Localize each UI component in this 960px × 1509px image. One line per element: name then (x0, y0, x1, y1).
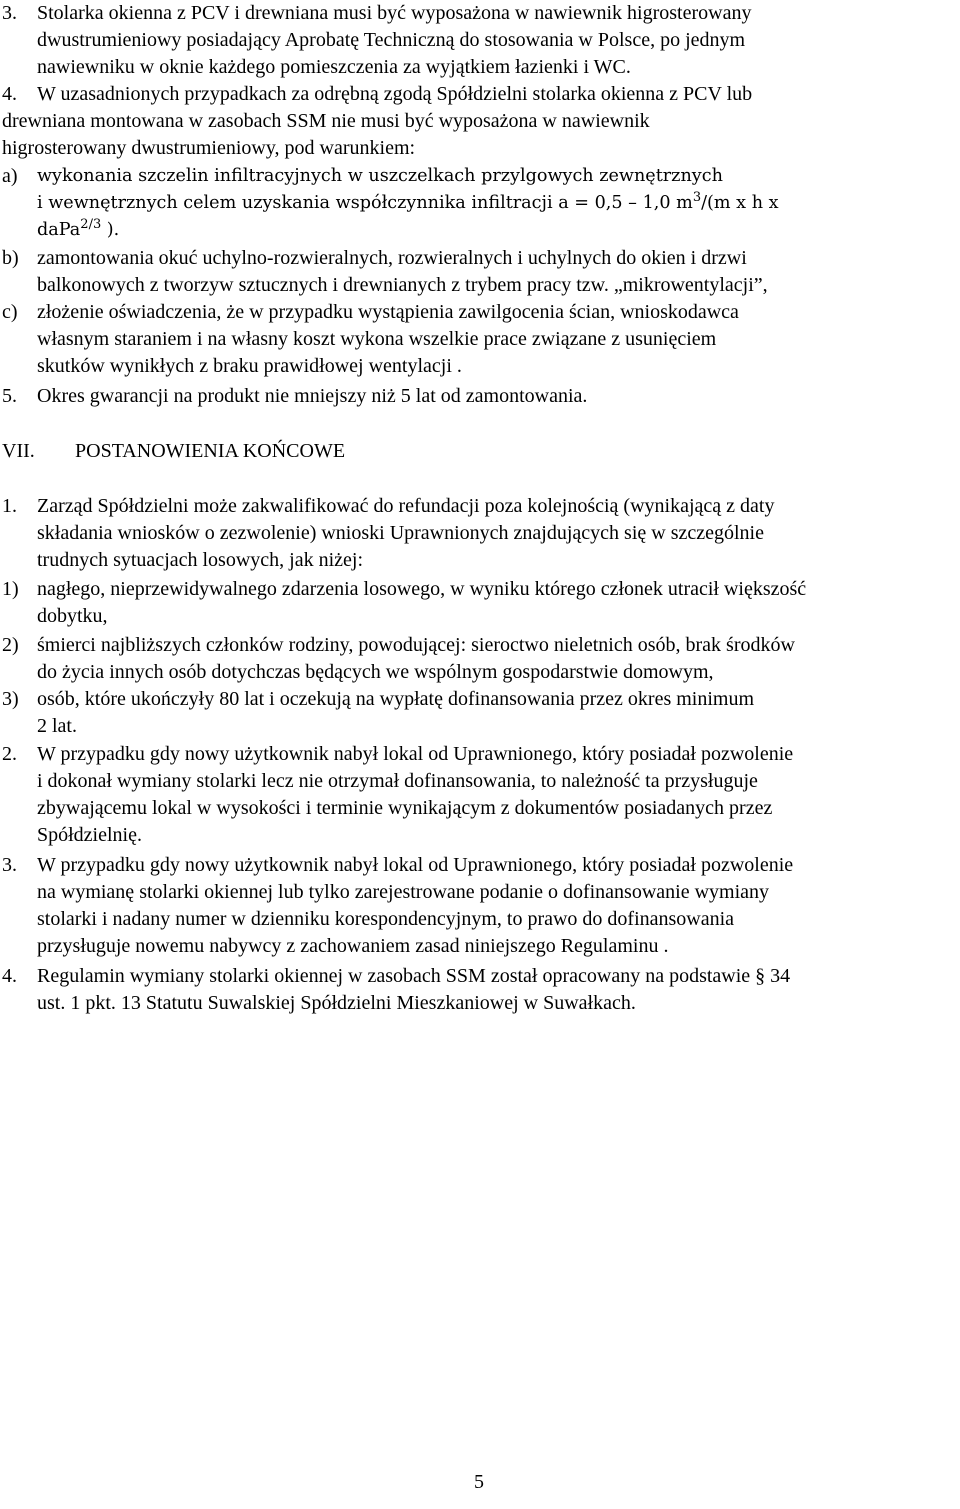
text-line: na wymianę stolarki okiennej lub tylko zarejestrowane podanie o dofinansowanie wymiany (37, 881, 770, 903)
subpoint-2-text (37, 632, 795, 686)
text-line: W przypadku gdy nowy użytkownik nabył lokal od Uprawnionego, który posiadał pozwolenie (37, 743, 794, 765)
text-line: stolarki i nadany numer w dzienniku korespondencyjnym, to prawo do dofinansowania (37, 908, 735, 930)
final-item-number-1: 1. (2, 495, 17, 517)
text-line: Spółdzielnię. (37, 824, 142, 846)
final-item-4-text (37, 963, 790, 1017)
item-number-3: 3. (2, 2, 17, 24)
item-4-text (2, 81, 753, 162)
text-line: W uzasadnionych przypadkach za odrębną zgodą Spółdzielni stolarka okienna z PCV lub (37, 83, 753, 105)
section-number: VII. (2, 440, 35, 462)
subpoint-number-3: 3) (2, 688, 19, 710)
text-fragment: i wewnętrznych celem uzyskania współczynnika infiltracji a = 0,5 – 1,0 m (37, 193, 693, 213)
text-line: i dokonał wymiany stolarki lecz nie otrzymał dofinansowania, to należność ta przysługuje (37, 770, 758, 792)
item-number-5: 5. (2, 385, 17, 407)
text-line: zamontowania okuć uchylno-rozwieralnych, rozwieralnych i uchylnych do okien i drzwi (37, 247, 747, 269)
text-line (37, 190, 779, 217)
text-line: wykonania szczelin infiltracyjnych w uszczelkach przylgowych zewnętrznych (37, 166, 723, 186)
text-line: dobytku, (37, 605, 108, 627)
subpoint-1-text (37, 576, 806, 630)
text-line: złożenie oświadczenia, że w przypadku wystąpienia zawilgocenia ścian, wnioskodawca (37, 301, 739, 323)
final-item-1-text (37, 493, 774, 574)
item-5-text (37, 383, 587, 410)
text-fragment: ). (101, 220, 120, 240)
text-line: dwustrumieniowy posiadający Aprobatę Techniczną do stosowania w Polsce, po jednym (37, 29, 746, 51)
text-line: Okres gwarancji na produkt nie mniejszy niż 5 lat od zamontowania. (37, 385, 588, 407)
section-title: POSTANOWIENIA KOŃCOWE (75, 440, 346, 462)
subitem-c-text (37, 299, 739, 380)
text-fragment: /(m x h x (701, 193, 779, 213)
final-item-number-3: 3. (2, 854, 17, 876)
item-3-text (37, 0, 751, 81)
text-line: Zarząd Spółdzielni może zakwalifikować do refundacji poza kolejnością (wynikającą z daty (37, 495, 775, 517)
text-line: trudnych sytuacjach losowych, jak niżej: (37, 549, 364, 571)
subitem-b-text (37, 245, 768, 299)
text-fragment: daPa (37, 220, 81, 240)
text-line: Stolarka okienna z PCV i drewniana musi być wyposażona w nawiewnik higrosterowany (37, 2, 752, 24)
text-line: nagłego, nieprzewidywalnego zdarzenia losowego, w wyniku którego członek utracił większość (37, 578, 807, 600)
text-line: balkonowych z tworzyw sztucznych i drewnianych z trybem pracy tzw. „mikrowentylacji”, (37, 274, 768, 296)
final-item-number-2: 2. (2, 743, 17, 765)
page-number: 5 (474, 1471, 484, 1493)
text-line: składania wniosków o zezwolenie) wnioski Uprawnionych znajdujących się w szczególnie (37, 522, 764, 544)
subpoint-number-1: 1) (2, 578, 19, 600)
item-number-4: 4. (2, 83, 17, 105)
text-line: osób, które ukończyły 80 lat i oczekują na wypłatę dofinansowania przez okres minimum (37, 688, 755, 710)
final-item-number-4: 4. (2, 965, 17, 987)
text-line: drewniana montowana w zasobach SSM nie musi być wyposażona w nawiewnik (2, 110, 650, 132)
superscript: 3 (692, 190, 702, 205)
text-line: śmierci najbliższych członków rodziny, powodującej: sieroctwo nieletnich osób, brak środków (37, 634, 795, 656)
text-line: własnym staraniem i na własny koszt wykona wszelkie prace związane z usunięciem (37, 328, 717, 350)
subitem-a-text (37, 163, 779, 244)
text-line: do życia innych osób dotychczas będących we wspólnym gospodarstwie domowym, (37, 661, 714, 683)
text-line: 2 lat. (37, 715, 77, 737)
final-item-3-text (37, 852, 793, 960)
text-line (37, 217, 779, 244)
text-line: W przypadku gdy nowy użytkownik nabył lokal od Uprawnionego, który posiadał pozwolenie (37, 854, 794, 876)
subpoint-3-text (37, 686, 754, 740)
text-line: higrosterowany dwustrumieniowy, pod warunkiem: (2, 137, 416, 159)
subitem-label-c: c) (2, 301, 18, 323)
subpoint-number-2: 2) (2, 634, 19, 656)
text-line: zbywającemu lokal w wysokości i terminie wynikającym z dokumentów posiadanych przez (37, 797, 773, 819)
text-line: skutków wynikłych z braku prawidłowej wentylacji . (37, 355, 462, 377)
text-line: ust. 1 pkt. 13 Statutu Suwalskiej Spółdzielni Mieszkaniowej w Suwałkach. (37, 992, 636, 1014)
subitem-label-b: b) (2, 247, 19, 269)
superscript: 2/3 (80, 217, 102, 232)
final-item-2-text (37, 741, 793, 849)
text-line: przysługuje nowemu nabywcy z zachowaniem zasad niniejszego Regulaminu . (37, 935, 669, 957)
text-line: nawiewniku w oknie każdego pomieszczenia za wyjątkiem łazienki i WC. (37, 56, 631, 78)
text-line: Regulamin wymiany stolarki okiennej w zasobach SSM został opracowany na podstawie § 34 (37, 965, 791, 987)
subitem-label-a: a) (2, 165, 18, 187)
